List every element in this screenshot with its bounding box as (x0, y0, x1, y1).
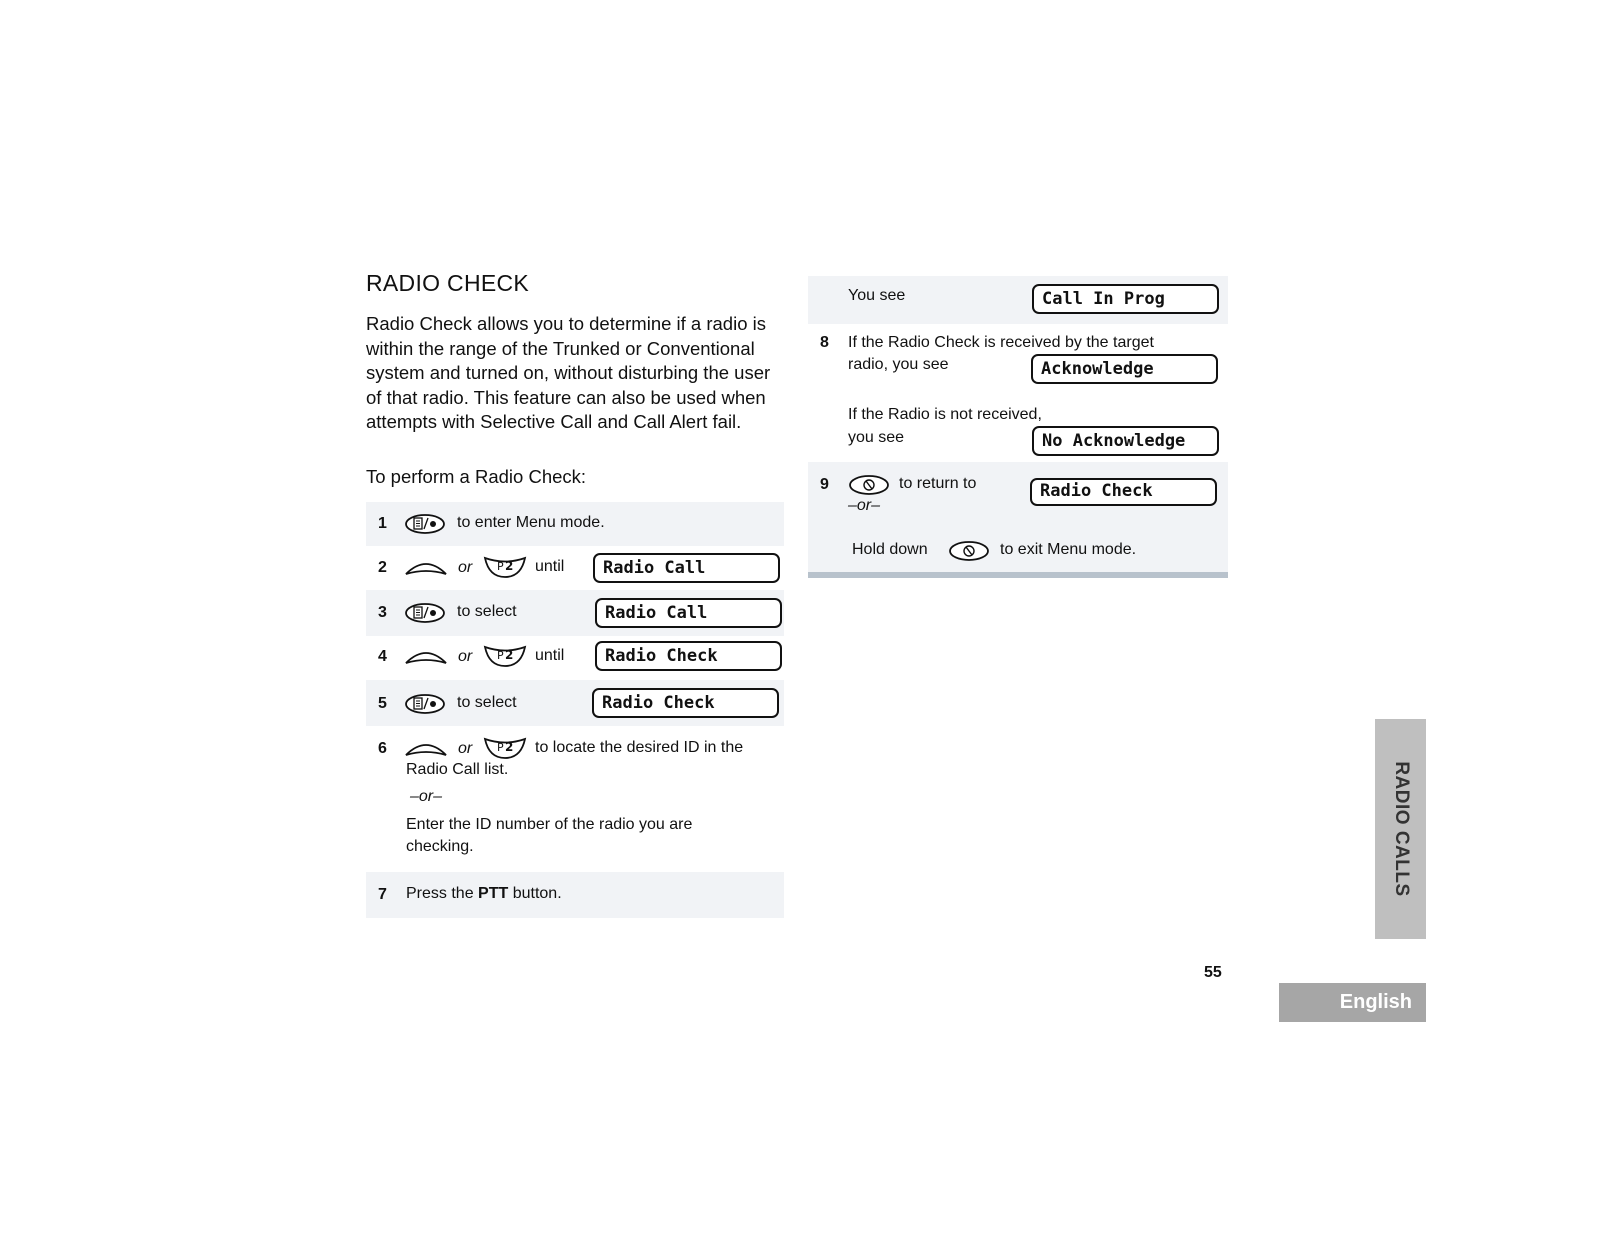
step-text: to select (457, 603, 517, 620)
step-text: to enter Menu mode. (457, 514, 605, 531)
p2-down-button-icon (483, 736, 527, 760)
radio-display: Call In Prog (1032, 284, 1219, 314)
you-see-text: You see (848, 287, 906, 304)
step-9 (808, 462, 1228, 572)
step-number: 5 (378, 695, 387, 712)
enter-id-text: Enter the ID number of the radio you are (406, 816, 693, 833)
enter-id-text-line2: checking. (406, 838, 474, 855)
step-number: 9 (820, 476, 829, 493)
step-5 (366, 680, 784, 726)
step-number: 1 (378, 515, 387, 532)
not-received-text: If the Radio is not received, (848, 406, 1042, 423)
or-text: or (458, 648, 473, 665)
radio-display: Radio Check (595, 641, 782, 671)
or-separator: –or– (410, 788, 443, 805)
until-text: until (535, 647, 565, 664)
step-7 (366, 872, 784, 918)
step-3 (366, 590, 784, 636)
not-received-text-line2: you see (848, 429, 905, 446)
step-number: 8 (820, 334, 829, 351)
or-text: or (458, 559, 473, 576)
section-side-tab (1375, 719, 1426, 939)
step-4 (366, 636, 784, 680)
step-8 (808, 324, 1228, 462)
radio-display: Radio Check (592, 688, 779, 718)
exit-button-icon (848, 474, 892, 496)
language-tab: English (1279, 983, 1426, 1022)
press-text: Press the (406, 885, 474, 902)
step-text: to return to (899, 475, 977, 492)
radio-display: Acknowledge (1031, 354, 1218, 384)
up-arrow-button-icon (404, 645, 448, 667)
ptt-label: PTT (478, 885, 509, 902)
perform-instruction: To perform a Radio Check: (366, 466, 587, 487)
intro-paragraph: Radio Check allows you to determine if a radio is within the range of the Trunked or Conventional system and turned on, without disturbing the user of that radio. This feature can also be used when attempts with Selective Call and Call Alert fail. (366, 313, 771, 432)
p2-down-button-icon (483, 555, 527, 579)
page-number: 55 (1204, 964, 1222, 981)
exit-text: to exit Menu mode. (1000, 541, 1137, 558)
p2-down-button-icon (483, 644, 527, 668)
page-title: RADIO CHECK (366, 270, 530, 296)
step-text (406, 885, 562, 903)
step-1 (366, 502, 784, 546)
until-text: until (535, 558, 565, 575)
section-divider (808, 572, 1228, 578)
menu-select-button-icon (404, 693, 448, 715)
menu-select-button-icon (404, 513, 448, 535)
step-text-line2: radio, you see (848, 356, 949, 373)
step-number: 2 (378, 559, 387, 576)
step-number: 3 (378, 604, 387, 621)
step-text-line2: Radio Call list. (406, 761, 509, 778)
up-arrow-button-icon (404, 737, 448, 759)
step-text: If the Radio Check is received by the target (848, 334, 1154, 351)
step-number: 4 (378, 648, 387, 665)
or-separator: –or– (848, 497, 881, 514)
radio-display: Radio Call (595, 598, 782, 628)
radio-display: Radio Check (1030, 478, 1217, 506)
step-2 (366, 546, 784, 590)
exit-button-icon (948, 540, 992, 562)
up-arrow-button-icon (404, 556, 448, 578)
radio-display: No Acknowledge (1032, 426, 1219, 456)
step-6 (366, 726, 784, 872)
radio-display: Radio Call (593, 553, 780, 583)
menu-select-button-icon (404, 602, 448, 624)
step-text: to select (457, 694, 517, 711)
step-text: to locate the desired ID in the (535, 739, 744, 756)
side-tab-label: RADIO CALLS (1390, 761, 1412, 897)
you-see-row (808, 276, 1228, 324)
step-number: 6 (378, 740, 387, 757)
step-number: 7 (378, 886, 387, 903)
hold-down-text: Hold down (852, 541, 928, 558)
button-text: button. (512, 885, 562, 902)
or-text: or (458, 740, 473, 757)
